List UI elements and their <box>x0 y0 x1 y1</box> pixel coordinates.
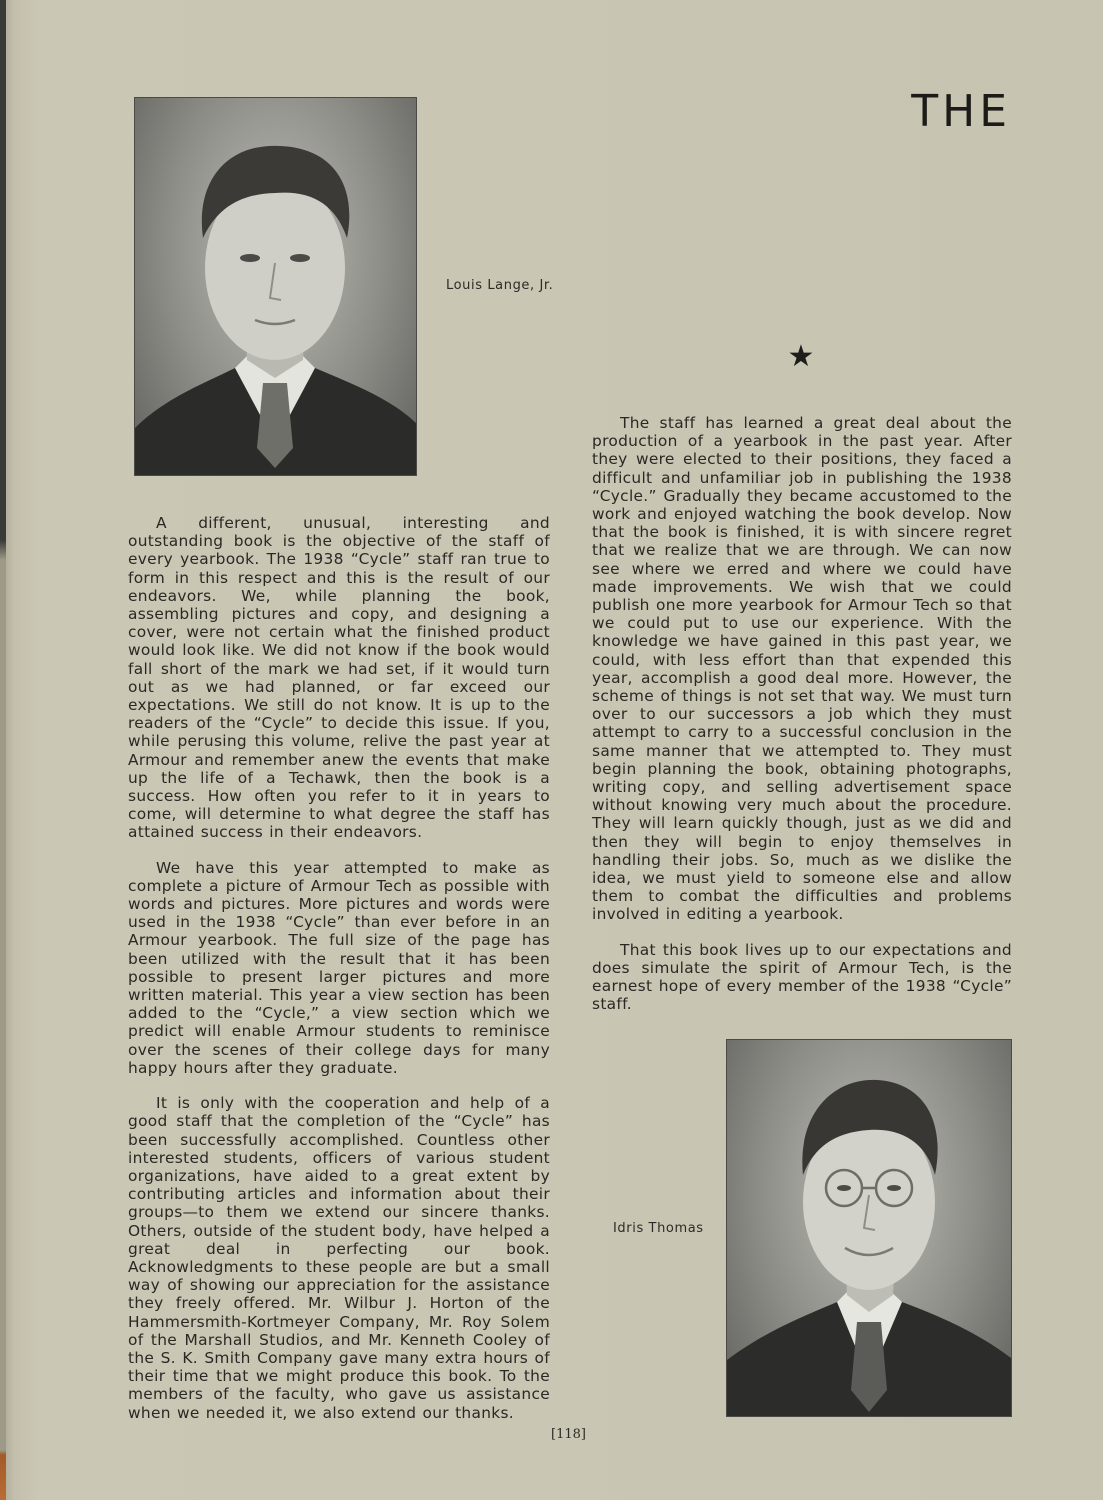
portrait-caption-right: Idris Thomas <box>613 1221 704 1236</box>
binding-edge <box>0 0 6 1500</box>
left-paragraph-2: We have this year attempted to make as complete a picture of Armour Tech as possible with words and pictures. More pictures and words were used in the 1938 “Cycle” than ever before in an Armour yearbook. The full size of the page has been utilized with the result that it has been possible to present larger pictures and more written material. This year a view section has been added to the “Cycle,” a view section which we predict will enable Armour students to reminisce over the scenes of their college days for many happy hours after they graduate. <box>128 858 550 1077</box>
star-icon: ★ <box>787 339 815 374</box>
portrait-figure <box>135 98 416 475</box>
portrait-figure <box>727 1040 1011 1416</box>
right-paragraph-2: That this book lives up to our expectations and does simulate the spirit of Armour Tech, is the earnest hope of every member of the 1938 “Cycle” staff. <box>592 940 1012 1014</box>
portrait-photo-idris-thomas <box>727 1040 1011 1416</box>
portrait-photo-louis-lange <box>135 98 416 475</box>
right-column-text <box>592 414 1012 1031</box>
page-number: [118] <box>551 1427 586 1442</box>
right-paragraph-1: The staff has learned a great deal about the production of a yearbook in the past year. After they were elected to their positions, they faced a difficult and unfamiliar job in publishing the 1938 “Cycle.” Gradually they became accustomed to the work and enjoyed watching the book develop. Now that the book is finished, it is with sincere regret that we realize that we are through. We can now see where we erred and where we could have made improvements. We wish that we could publish one more yearbook for Armour Tech so that we could put to use our experience. With the knowledge we have gained in this past year, we could, with less effort than that expended this year, accomplish a good deal more. However, the scheme of things is not set that way. We must turn over to our successors a job which they must attempt to carry to a successful conclusion in the same manner that we attempted to. They must begin planning the book, obtaining photographs, writing copy, and selling advertisement space without knowing very much about the procedure. They will learn quickly though, just as we did and then they will begin to enjoy themselves in handling their jobs. So, much as we dislike the idea, we must yield to someone else and allow them to combat the difficulties and problems involved in editing a yearbook. <box>592 414 1012 924</box>
left-paragraph-1: A different, unusual, interesting and outstanding book is the objective of the staff of every yearbook. The 1938 “Cycle” staff ran true to form in this respect and this is the result of our endeavors. We, while planning the book, assembling pictures and copy, and designing a cover, were not certain what the finished product would look like. We did not know if the book would fall short of the mark we had set, if it would turn out as we had planned, or far exceed our expectations. We still do not know. It is up to the readers of the “Cycle” to decide this issue. If you, while perusing this volume, relive the past year at Armour and remember anew the events that make up the life of a Techawk, then the book is a success. How often you refer to it in years to come, will determine to what degree the staff has attained success in their endeavors. <box>128 514 550 842</box>
page-heading: THE <box>911 86 1011 137</box>
portrait-caption-left: Louis Lange, Jr. <box>446 278 554 293</box>
left-column-text <box>128 514 550 1439</box>
left-paragraph-3: It is only with the cooperation and help of a good staff that the completion of the “Cycle” has been successfully accomplished. Countless other interested students, officers of various student organizations, have aided to a great extent by contributing articles and information about their groups—to them we extend our sincere thanks. Others, outside of the student body, have helped a great deal in perfecting our book. Acknowledgments to these people are but a small way of showing our appreciation for the assistance they freely offered. Mr. Wilbur J. Horton of the Hammersmith-Kortmeyer Company, Mr. Roy Solem of the Marshall Studios, and Mr. Kenneth Cooley of the S. K. Smith Company gave many extra hours of their time that we might produce this book. To the members of the faculty, who gave us assistance when we needed it, we also extend our thanks. <box>128 1094 550 1422</box>
